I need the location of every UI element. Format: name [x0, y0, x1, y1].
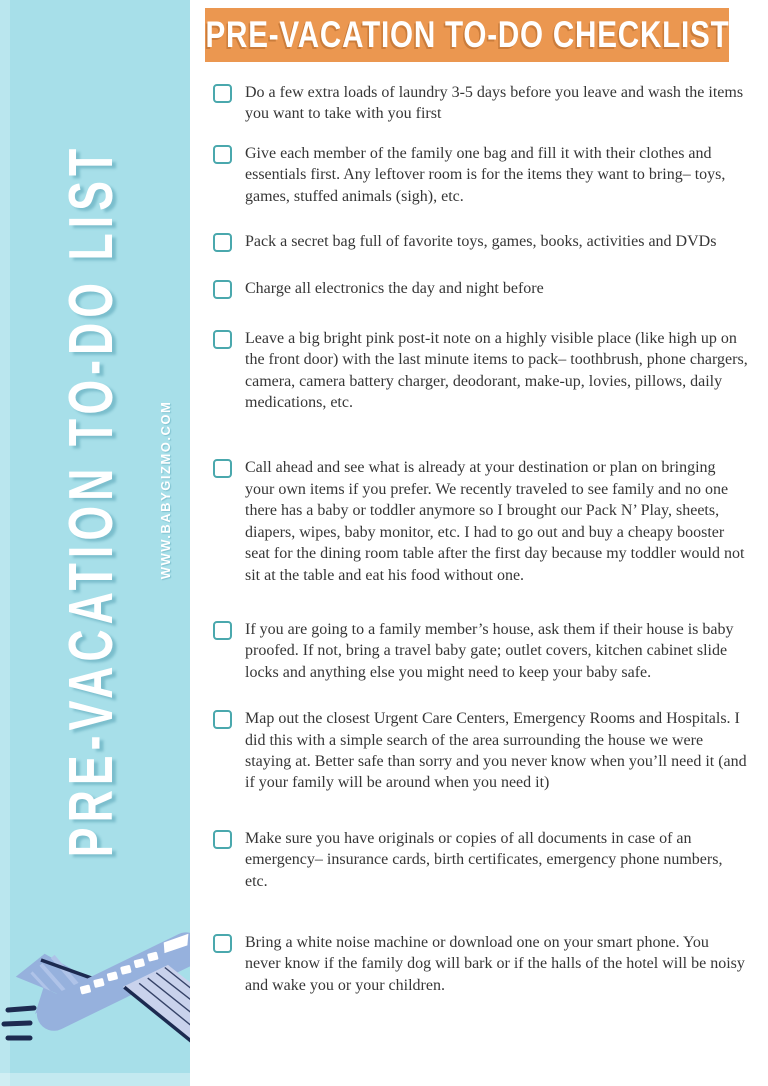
checkbox-icon[interactable]: [213, 710, 232, 729]
airplane-icon: [0, 894, 190, 1086]
checklist-item: [213, 328, 768, 414]
checklist-item: [213, 278, 768, 299]
checklist-item-text: Call ahead and see what is already at your destination or plan on bringing your own items if you prefer. We recently traveled to see family and no one there has a baby or toddler anymore so I brought our Pack N’ Play, sheets, diapers, wipes, baby monitor, etc. I had to go out and buy a cheapy booster seat for the dining room table after the first day because my toddler would not sit at the table and eat his food without one.: [245, 459, 745, 584]
checklist: [205, 82, 768, 996]
checkbox-icon[interactable]: [213, 233, 232, 252]
page-title: PRE-VACATION TO-DO CHECKLIST: [205, 14, 729, 55]
checklist-item-text: Give each member of the family one bag and fill it with their clothes and essentials first. Any leftover room is for the items they want to bring– toys, games, stuffed animals (sigh), etc.: [245, 144, 726, 205]
checkbox-icon[interactable]: [213, 459, 232, 478]
checkbox-icon[interactable]: [213, 84, 232, 103]
checkbox-icon[interactable]: [213, 934, 232, 953]
checklist-item-text: Map out the closest Urgent Care Centers, Emergency Rooms and Hospitals. I did this with a simple search of the area surrounding the house we were staying at. Better safe than sorry and you never know when you’ll need it (and if your family will be around when you need it): [245, 710, 747, 792]
page-title-banner: [205, 8, 729, 62]
website-url-text: WWW.BABYGIZMO.COM: [157, 400, 173, 580]
checklist-item-text: Make sure you have originals or copies of all documents in case of an emergency– insurance cards, birth certificates, emergency phone numbers, etc.: [245, 829, 723, 890]
checklist-item: [213, 932, 768, 996]
checklist-item-text: Leave a big bright pink post-it note on a highly visible place (like high up on the front door) with the last minute items to pack– toothbrush, phone chargers, camera, camera battery charger, deodorant, make-up, lovies, pillows, daily medications, etc.: [245, 329, 748, 412]
airplane-speed-dashes: [4, 1008, 34, 1038]
sidebar-vertical-title: [52, 92, 130, 908]
checklist-item-text: Do a few extra loads of laundry 3-5 days before you leave and wash the items you want to take with you first: [245, 84, 744, 123]
checklist-item-text: Charge all electronics the day and night before: [245, 280, 544, 298]
checklist-item: [213, 231, 768, 252]
checkbox-icon[interactable]: [213, 830, 232, 849]
checklist-item: [213, 619, 768, 683]
content: [190, 0, 768, 996]
checkbox-icon[interactable]: [213, 330, 232, 349]
checklist-item-text: Bring a white noise machine or download one on your smart phone. You never know if the family dog will bark or if the halls of the hotel will be noisy and wake you or your children.: [245, 933, 745, 994]
website-url: [152, 384, 178, 596]
checklist-item: [213, 708, 768, 794]
sidebar-title-text: PRE-VACATION TO-DO LIST: [56, 143, 126, 857]
checklist-item-text: Pack a secret bag full of favorite toys, games, books, activities and DVDs: [245, 233, 717, 251]
checkbox-icon[interactable]: [213, 145, 232, 164]
checkbox-icon[interactable]: [213, 621, 232, 640]
checklist-item: [213, 457, 768, 585]
sidebar: [0, 0, 190, 1086]
checklist-item: [213, 828, 768, 892]
checklist-item-text: If you are going to a family member’s house, ask them if their house is baby proofed. If not, bring a travel baby gate; outlet covers, kitchen cabinet slide locks and anything else you might need to keep your baby safe.: [245, 620, 734, 681]
checklist-item: [213, 143, 768, 207]
checklist-item: [213, 82, 768, 125]
checkbox-icon[interactable]: [213, 280, 232, 299]
